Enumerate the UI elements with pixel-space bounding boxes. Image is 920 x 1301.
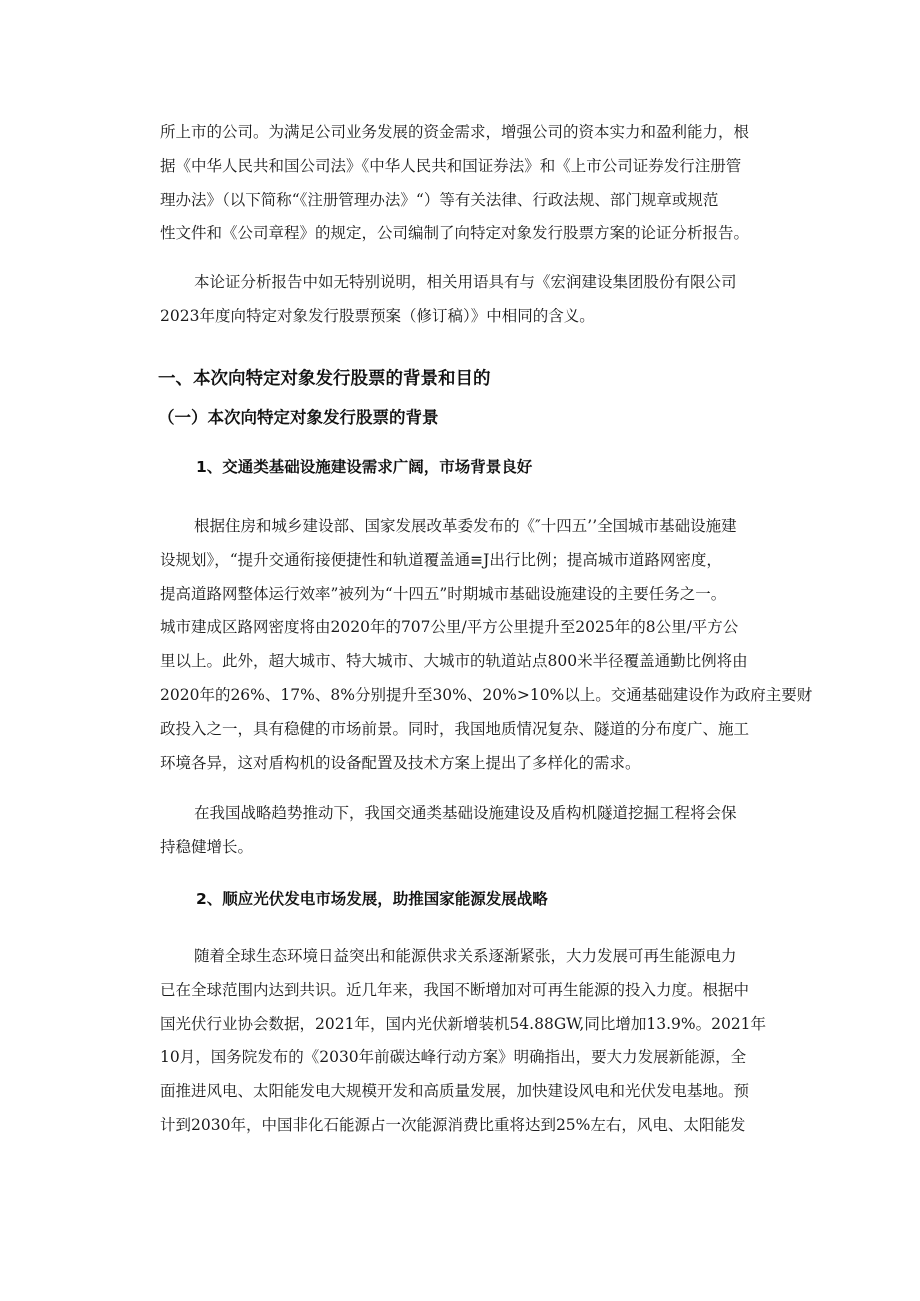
text-line: 已在全球范围内达到共识。近几年来，我国不断增加对可再生能源的投入力度。根据中 <box>160 980 750 999</box>
text-line: 性文件和《公司章程》的规定，公司编制了向特定对象发行股票方案的论证分析报告。 <box>160 224 750 243</box>
text-line: 城市建成区路网密度将由2020年的707公里/平方公里提升至2025年的8公里/平方公 <box>160 618 739 637</box>
text-line: 10月，国务院发布的《2030年前碳达峰行动方案》明确指出，要大力发展新能源，全 <box>160 1048 747 1067</box>
text-line: 根据住房和城乡建设部、国家发展改革委发布的《″十四五’’全国城市基础设施建 <box>194 517 737 535</box>
text-line: 随着全球生态环境日益突出和能源供求关系逐渐紧张，大力发展可再生能源电力 <box>194 947 737 965</box>
text-line: 环境各异，这对盾构机的设备配置及技术方案上提出了多样化的需求。 <box>160 753 641 772</box>
text-line: 国光伏行业协会数据，2021年，国内光伏新增装机54.88GW,同比增加13.9%。2021年 <box>160 1014 767 1033</box>
intro-paragraph-2 <box>160 266 800 334</box>
text-line: 理办法》（以下简称“《注册管理办法》“）等有关法律、行政法规、部门规章或规范 <box>160 190 719 209</box>
text-line: 本论证分析报告中如无特别说明，相关用语具有与《宏润建设集团股份有限公司 <box>194 273 737 291</box>
subsection-1-heading: （一）本次向特定对象发行股票的背景 <box>158 408 439 427</box>
text-line: 在我国战略趋势推动下，我国交通类基础设施建设及盾构机隧道挖掘工程将会保 <box>194 804 737 822</box>
text-line: 提高道路网整体运行效率”被列为“十四五”时期城市基础设施建设的主要任务之一。 <box>160 584 727 603</box>
text-line: 2023年度向特定对象发行股票预案（修订稿）》中相同的含义。 <box>160 306 595 325</box>
text-line: 据《中华人民共和国公司法》《中华人民共和国证券法》和《上市公司证券发行注册管 <box>160 156 742 175</box>
text-line: 计到2030年，中国非化石能源占一次能源消费比重将达到25%左右，风电、太阳能发 <box>160 1115 746 1134</box>
item-1-paragraph-2 <box>160 797 800 865</box>
text-line: 设规划》，“提升交通衔接便捷性和轨道覆盖通≡J出行比例；提高城市道路网密度， <box>160 550 722 569</box>
text-line: 所上市的公司。为满足公司业务发展的资金需求，增强公司的资本实力和盈利能力，根 <box>160 123 750 141</box>
text-line: 面推进风电、太阳能发电大规模开发和高质量发展，加快建设风电和光伏发电基地。预 <box>160 1082 750 1101</box>
item-1-paragraph-1 <box>160 510 813 780</box>
item-2-heading: 2、顺应光伏发电市场发展，助推国家能源发展战略 <box>196 890 548 908</box>
text-line: 政投入之一，具有稳健的市场前景。同时，我国地质情况复杂、隧道的分布度广、施工 <box>160 719 750 738</box>
section-1-heading: 一、本次向特定对象发行股票的背景和目的 <box>158 369 491 389</box>
item-1-heading: 1、交通类基础设施建设需求广阔，市场背景良好 <box>196 458 533 476</box>
text-line: 里以上。此外，超大城市、特大城市、大城市的轨道站点800米半径覆盖通勤比例将由 <box>160 652 748 671</box>
text-line: 2020年的26%、17%、8%分别提升至30%、20%>10%以上。交通基础建设作为政府主要财 <box>160 685 813 704</box>
item-2-paragraph-1 <box>160 940 800 1143</box>
intro-paragraph-1 <box>160 116 800 251</box>
text-line: 持稳健增长。 <box>160 837 254 856</box>
